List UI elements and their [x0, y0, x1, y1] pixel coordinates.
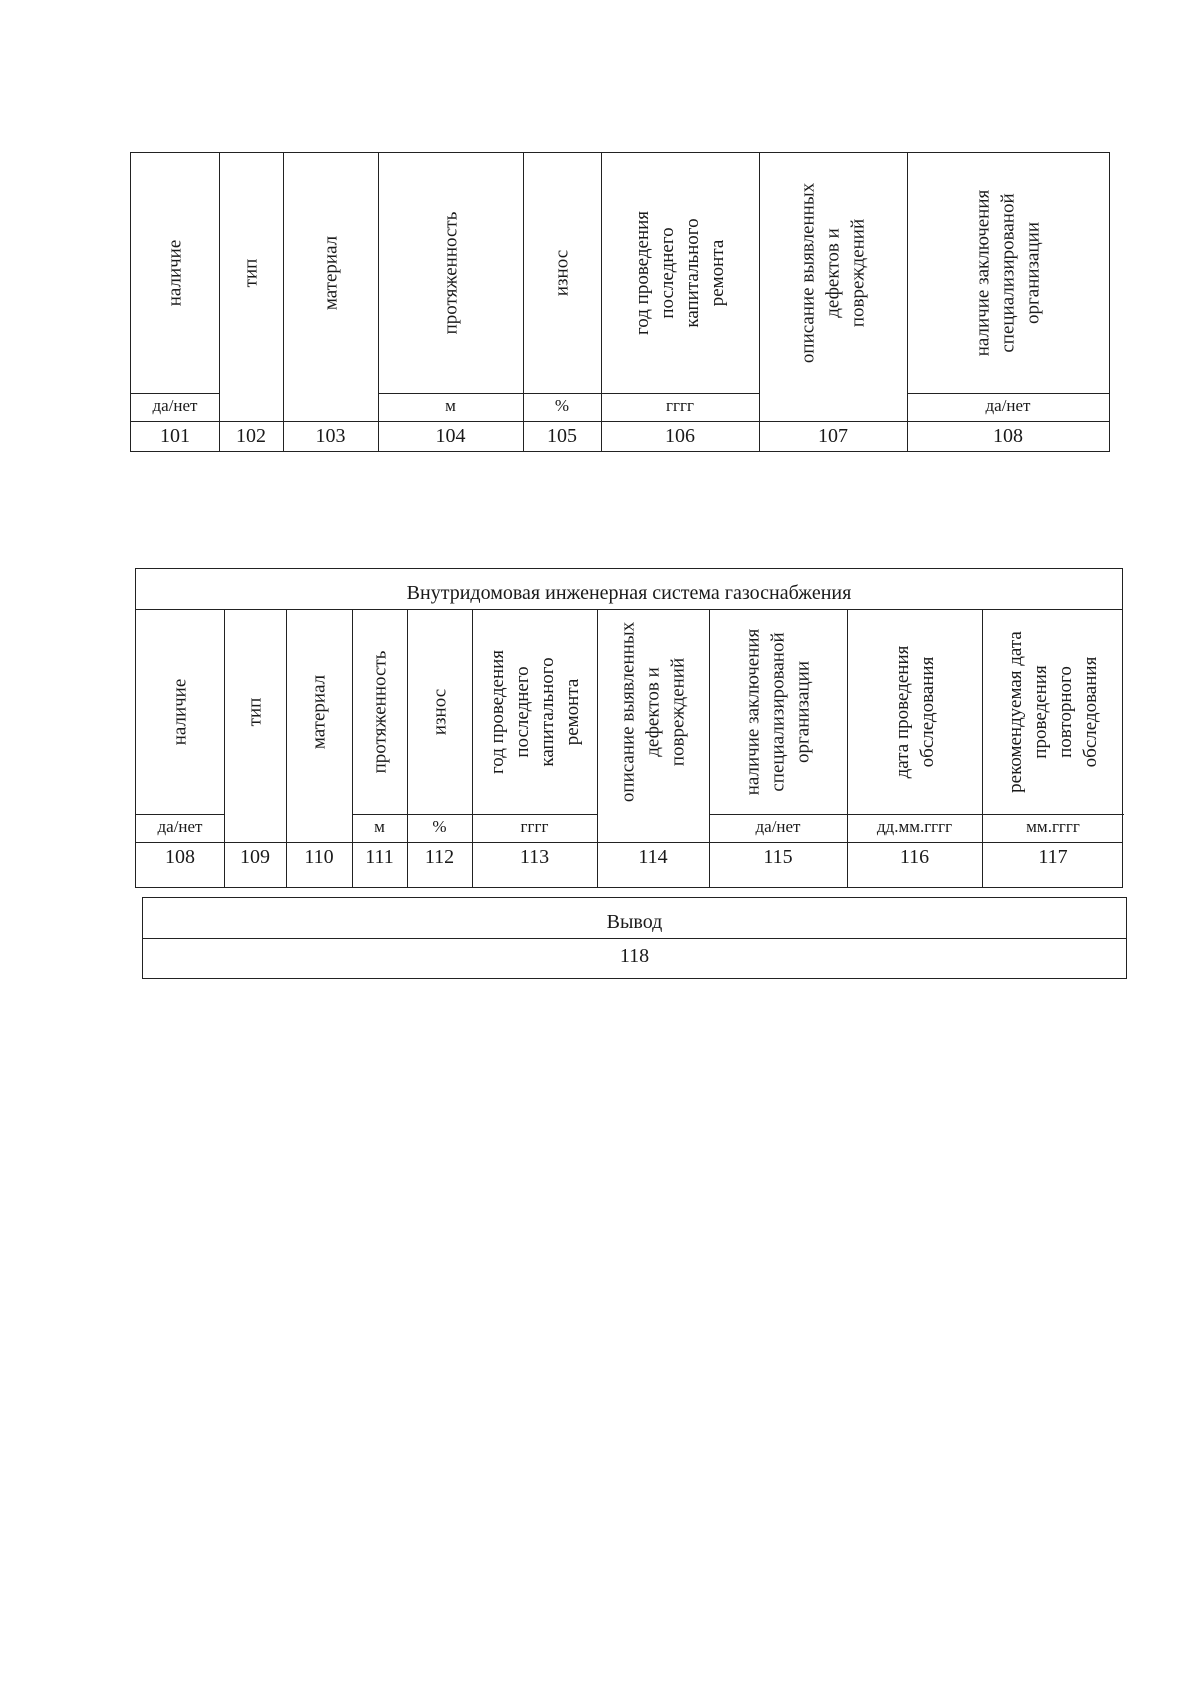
- unit-divider: [601, 393, 759, 394]
- column-header: [601, 153, 759, 393]
- unit-divider: [352, 814, 407, 815]
- column-code: 115: [763, 846, 793, 868]
- column-header-label: описание выявленных дефектов и повреждений: [617, 621, 689, 802]
- column-header-label: год проведения последнего капитального ремонта: [486, 649, 583, 774]
- column-code: 113: [519, 846, 550, 868]
- unit-divider: [982, 814, 1124, 815]
- column-code: 112: [424, 846, 455, 868]
- column-header-label: износ: [551, 249, 573, 297]
- column-header: [709, 609, 847, 814]
- unit-divider: [131, 393, 219, 394]
- column-unit: да/нет: [152, 396, 198, 415]
- unit-divider: [136, 814, 224, 815]
- column-code: 114: [638, 846, 668, 868]
- unit-divider: [523, 393, 601, 394]
- column-unit: да/нет: [157, 817, 203, 836]
- column-unit: да/нет: [985, 396, 1031, 415]
- column-code: 116: [899, 846, 930, 868]
- column-header: [136, 609, 224, 814]
- column-code: 106: [665, 425, 695, 447]
- column-header: [759, 153, 907, 393]
- column-header: [219, 153, 283, 393]
- column-header-label: протяженность: [440, 211, 461, 335]
- column-code: 108: [993, 425, 1023, 447]
- column-header: [131, 153, 219, 393]
- unit-divider: [847, 814, 982, 815]
- column-header-label: тип: [240, 258, 262, 288]
- column-header-label: наличие: [169, 678, 191, 745]
- column-header-label: материал: [320, 235, 341, 311]
- column-header-label: материал: [308, 674, 330, 749]
- column-header-label: наличие заключения специализированой организации: [972, 189, 1044, 357]
- column-header: [907, 153, 1109, 393]
- column-code: 108: [165, 846, 195, 868]
- column-header: [283, 153, 378, 393]
- conclusion-code: 118: [619, 945, 650, 967]
- unit-divider: [472, 814, 597, 815]
- column-unit: %: [554, 396, 570, 415]
- column-unit: дд.мм.гггг: [876, 817, 953, 836]
- column-header: [523, 153, 601, 393]
- column-header: [378, 153, 523, 393]
- column-header: [224, 609, 286, 814]
- column-unit: мм.гггг: [1026, 817, 1080, 836]
- column-header-label: рекомендуемая дата проведения повторного обследования: [1005, 630, 1101, 793]
- unit-divider: [378, 393, 523, 394]
- column-header-label: тип: [244, 697, 266, 726]
- column-code: 111: [365, 846, 394, 868]
- column-header: [286, 609, 352, 814]
- column-header-label: дата проведения обследования: [891, 645, 938, 778]
- column-header: [597, 609, 709, 814]
- column-code: 102: [236, 425, 266, 447]
- column-code: 109: [240, 846, 270, 868]
- column-unit: да/нет: [755, 817, 801, 836]
- table-title: Внутридомовая инженерная система газоснабжения: [406, 582, 852, 604]
- column-header-label: протяженность: [369, 650, 390, 773]
- column-header: [472, 609, 597, 814]
- column-header: [352, 609, 407, 814]
- column-header-label: описание выявленных дефектов и повреждений: [797, 182, 869, 364]
- conclusion-title: Вывод: [606, 911, 663, 933]
- column-code: 110: [304, 846, 334, 868]
- column-code: 105: [547, 425, 577, 447]
- column-unit: м: [374, 817, 385, 836]
- divider: [143, 938, 1126, 939]
- column-code: 117: [1038, 846, 1068, 868]
- column-code: 101: [160, 425, 190, 447]
- column-unit: м: [445, 396, 456, 415]
- column-unit: гггг: [520, 817, 549, 836]
- code-row-divider: [131, 421, 1109, 422]
- column-header-label: износ: [429, 688, 450, 735]
- unit-divider: [709, 814, 847, 815]
- column-header: [982, 609, 1124, 814]
- column-header: [847, 609, 982, 814]
- column-header-label: наличие заключения специализированой организации: [742, 628, 814, 795]
- table-1: [130, 152, 1110, 452]
- column-header-label: год проведения последнего капитального ремонта: [632, 210, 728, 336]
- code-row-divider: [136, 842, 1122, 843]
- table-2-gas-supply: [135, 568, 1123, 888]
- column-header-label: наличие: [164, 239, 186, 307]
- column-unit: гггг: [666, 396, 694, 415]
- conclusion-table: [142, 897, 1127, 979]
- column-code: 107: [818, 425, 848, 447]
- column-code: 104: [435, 425, 466, 447]
- unit-divider: [407, 814, 472, 815]
- column-header: [407, 609, 472, 814]
- unit-divider: [907, 393, 1109, 394]
- column-code: 103: [315, 425, 346, 447]
- column-unit: %: [432, 817, 447, 836]
